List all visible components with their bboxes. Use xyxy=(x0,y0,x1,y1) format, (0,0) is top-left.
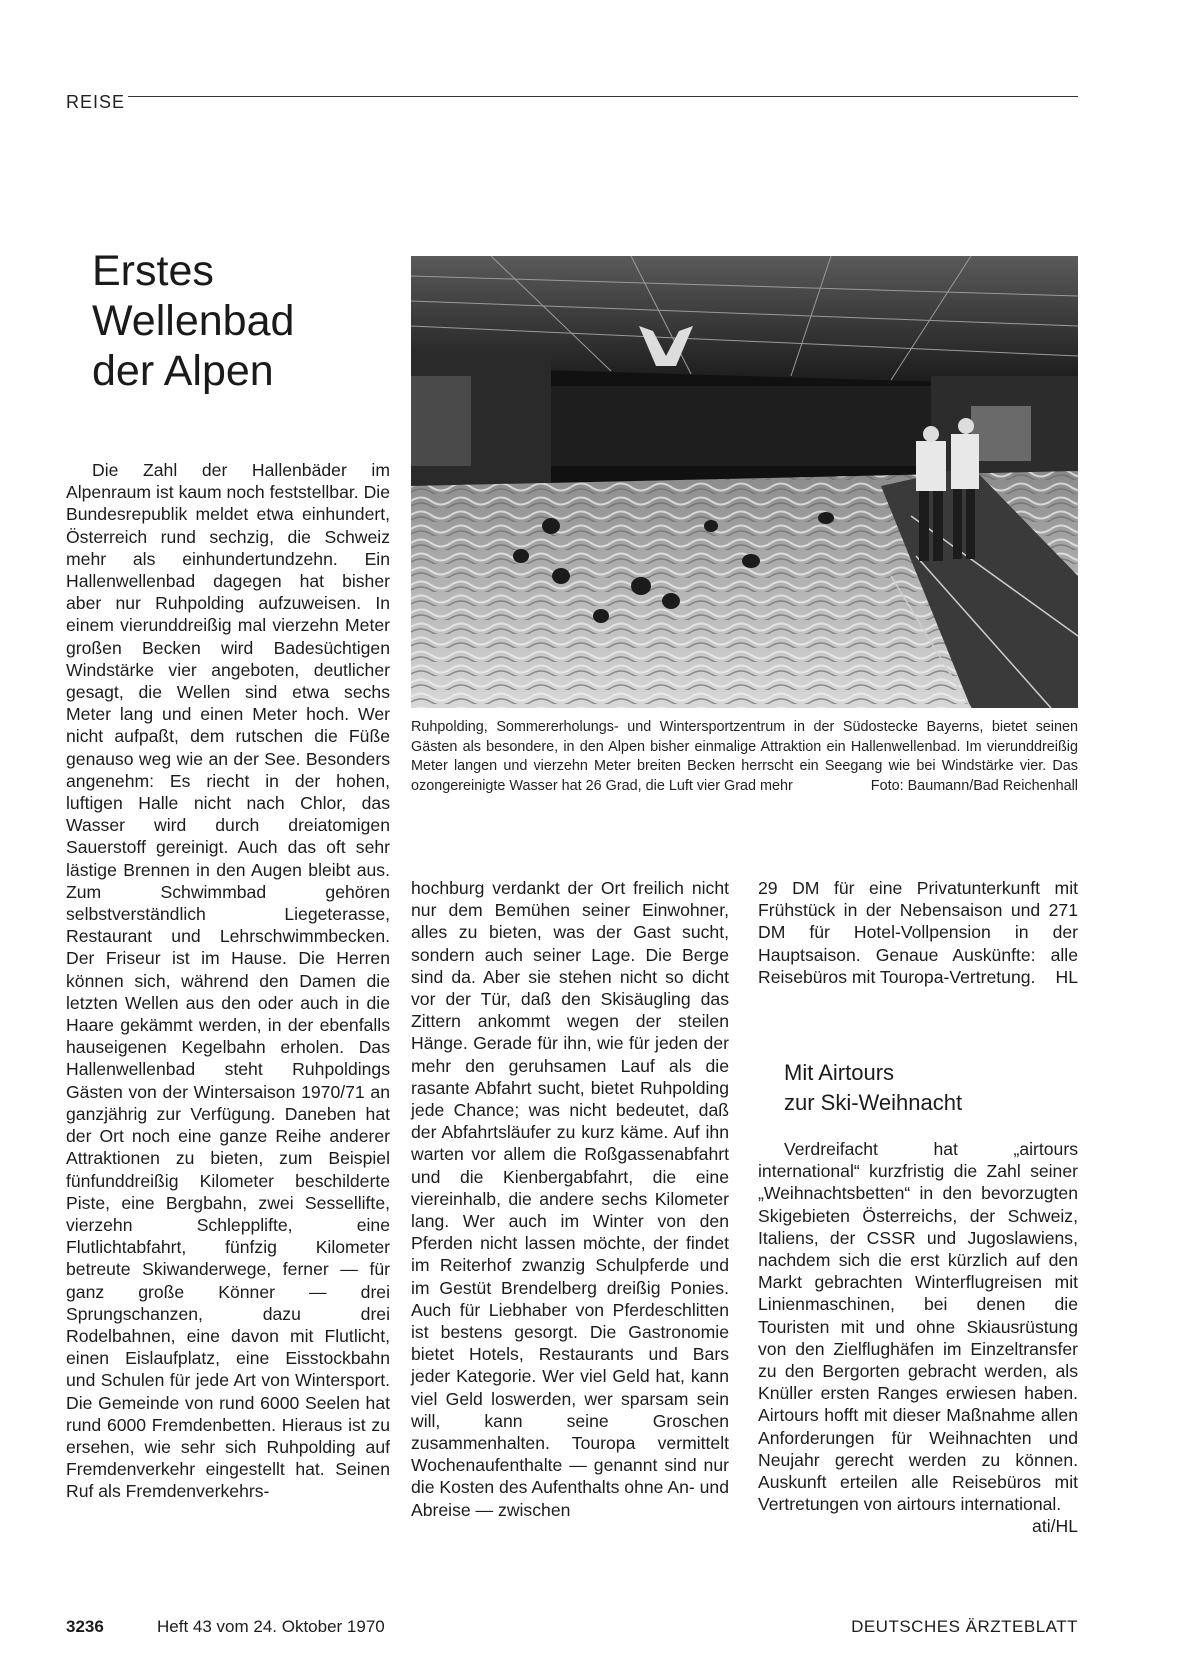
article-column-2 xyxy=(411,877,729,1521)
article-column-3-body: 29 DM für eine Privatunterkunft mit Frühstück in der Nebensaison und 271 DM für Hotel-Vollpension in der Hauptsaison. Genaue Auskünfte: alle Reisebüros mit Touropa-Vertretung. xyxy=(758,878,1078,987)
article-title-line-1: Erstes xyxy=(92,247,214,295)
photo-credit: Foto: Baumann/Bad Reichenhall xyxy=(870,777,1078,794)
sidebar-article-title-line-2: zur Ski-Weihnacht xyxy=(784,1090,963,1115)
article-column-1 xyxy=(66,459,390,1503)
sidebar-article-text xyxy=(758,1138,1078,1537)
journal-name: DEUTSCHES ÄRZTEBLATT xyxy=(851,1617,1078,1636)
sidebar-article-body xyxy=(758,1138,1078,1538)
article-column-2-text: hochburg verdankt der Ort freilich nicht nur dem Bemühen seiner Einwohner, alles zu bieten, was der Gast sucht, sondern auch seiner Lage. Die Berge sind da. Aber sie stehen nicht so dicht vor der Tür, daß den Skisäugling das Zittern ankommt wegen der steilen Hänge. Gerade für ihn, wie für jeden der mehr den geruhsamen Lauf als die rasante Abfahrt sucht, bietet Ruhpolding jede Chance; was nicht bedeutet, daß der Abfahrtsläufer zu kurz käme. Auf ihn warten vor allem die Roßgassenabfahrt und die Kienbergabfahrt, die eine viereinhalb, die andere sechs Kilometer lang. Wer auch im Winter von den Pferden nicht lassen möchte, der findet im Reiterhof zwanzig Schulpferde und im Gestüt Brendelberg dreißig Ponies. Auch für Liebhaber von Pferdeschlitten ist bestens gesorgt. Die Gastronomie bietet Hotels, Restaurants und Bars jeder Kategorie. Wer viel Geld hat, kann viel Geld loswerden, wer sparsam sein will, kann seine Groschen zusammenhalten. Touropa vermittelt Wochenaufenthalte — genannt sind nur die Kosten des Aufenthalts ohne An- und Abreise — zwischen xyxy=(411,878,729,1520)
article-column-1-text: Die Zahl der Hallenbäder im Alpenraum ist kaum noch feststellbar. Die Bundesrepublik meldet etwa einhundert, Österreich rund sechzig, die Schweiz mehr als einhundertundzehn. Ein Hallenwellenbad dagegen hat bisher aber nur Ruhpolding aufzuweisen. In einem vierunddreißig mal vierzehn Meter großen Becken wird Badesüchtigen Windstärke vier angeboten, deutlicher gesagt, die Wellen sind etwa sechs Meter lang und einen Meter hoch. Wer nicht aufpaßt, dem rutschen die Füße genauso weg wie an der See. Besonders angenehm: Es riecht in der hohen, luftigen Halle nicht nach Chlor, das Wasser wird durch dreiatomigen Sauerstoff gereinigt. Auch das oft sehr lästige Brennen in den Augen bleibt aus. Zum Schwimmbad gehören selbstverständlich Liegeterasse, Restaurant und Lehrschwimmbecken. Der Friseur ist im Hause. Die Herren können sich, während den Damen die letzten Wellen aus den oder auch in die Haare gekämmt werden, in der ebenfalls hauseigenen Kegelbahn erholen. Das Hallenwellenbad steht Ruhpoldings Gästen von der Wintersaison 1970/71 an ganzjährig zur Verfügung. Daneben hat der Ort noch eine ganze Reihe anderer Attraktionen zu bieten, zum Beispiel fünfunddreißig Kilometer beschilderte Piste, eine Bergbahn, zwei Sessellifte, vierzehn Schlepplifte, eine Flutlichtabfahrt, fünfzig Kilometer betreute Skiwanderwege, ferner — für ganz große Könner — drei Sprungschanzen, dazu drei Rodelbahnen, eine davon mit Flutlicht, einen Eislaufplatz, eine Eisstockbahn und Schulen für jede Art von Wintersport. Die Gemeinde von rund 6000 Seelen hat rund 6000 Fremdenbetten. Hieraus ist zu ersehen, wie sehr sich Ruhpolding auf Fremdenverkehr eingestellt hat. Seinen Ruf als Fremdenverkehrs- xyxy=(66,460,390,1502)
section-label: REISE xyxy=(66,92,126,112)
sidebar-article-signature: ati/HL xyxy=(1032,1516,1078,1537)
photo-caption xyxy=(411,718,1078,796)
article-title-line-3: der Alpen xyxy=(92,347,274,395)
photo-caption-text: Ruhpolding, Sommererholungs- und Wintersportzentrum in der Südostecke Bayerns, bietet seinen Gästen als besondere, in den Alpen bisher einmalige Attraktion ein Hallenwellenbad. Im vierunddreißig Meter langen und vierzehn Meter breiten Becken herrscht ein Seegang wie bei Windstärke vier. Das ozongereinigte Wasser hat 26 Grad, die Luft vier Grad mehr xyxy=(411,719,1078,794)
header-rule xyxy=(128,96,1078,97)
sidebar-article-body-text: Verdreifacht hat „airtours international“ kurzfristig die Zahl seiner „Weihnachtsbetten“ in den bevorzugten Skigebieten Österreichs, der Schweiz, Italiens, der CSSR und Jugoslawiens, nachdem sich die erst kürzlich auf den Markt gebrachten Winterflugreisen mit Linienmaschinen, bei denen die Touristen mit und ohne Skiausrüstung von den Zielflughäfen im Einzeltransfer zu den Bergorten gebracht werden, als Knüller ersten Ranges erwiesen haben. Airtours hofft mit dieser Maßnahme allen Anforderungen für Weihnachten und Neujahr gerecht werden zu können. Auskunft erteilen alle Reisebüros mit Vertretungen von airtours international. xyxy=(758,1139,1078,1515)
article-signature: HL xyxy=(1055,966,1078,987)
wave-pool-photo-illustration xyxy=(411,256,1078,708)
article-column-3-text xyxy=(758,877,1078,988)
article-title-line-2: Wellenbad xyxy=(92,297,295,345)
page-number: 3236 xyxy=(66,1617,104,1636)
issue-info: Heft 43 vom 24. Oktober 1970 xyxy=(157,1617,385,1636)
article-column-3 xyxy=(758,877,1078,988)
wave-pool-photo xyxy=(411,256,1078,708)
sidebar-article-title xyxy=(784,1058,1078,1118)
article-title xyxy=(92,246,392,396)
sidebar-article-title-line-1: Mit Airtours xyxy=(784,1060,895,1085)
